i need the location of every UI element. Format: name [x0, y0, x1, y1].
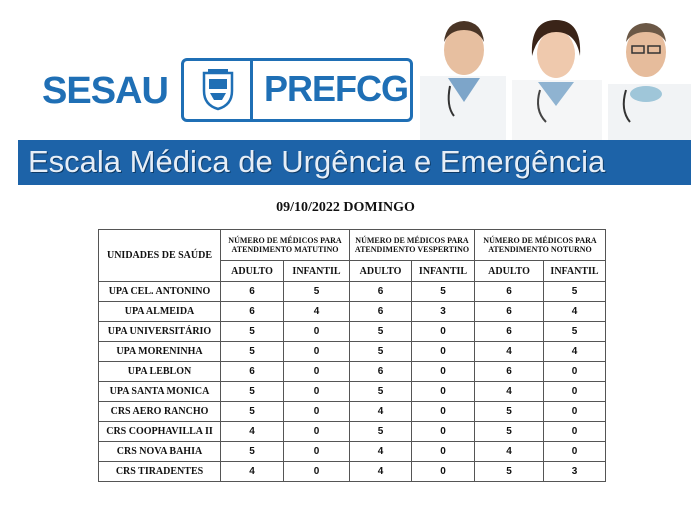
cell-value: 0: [284, 322, 350, 342]
title-banner: [18, 140, 691, 185]
cell-value: 0: [544, 362, 606, 382]
banner-title: Escala Médica de Urgência e Emergência: [28, 144, 606, 179]
cell-value: 4: [475, 382, 544, 402]
cell-value: 4: [350, 402, 412, 422]
group-header-morning: NÚMERO DE MÉDICOS PARA ATENDIMENTO MATUTINO: [221, 230, 350, 261]
cell-value: 6: [350, 302, 412, 322]
cell-value: 0: [284, 462, 350, 482]
cell-value: 0: [412, 402, 475, 422]
table-row: [99, 362, 606, 382]
cell-value: 0: [284, 442, 350, 462]
unit-column-header: UNIDADES DE SAÚDE: [99, 230, 221, 282]
cell-value: 6: [475, 302, 544, 322]
cell-value: 4: [284, 302, 350, 322]
cell-value: 6: [475, 362, 544, 382]
subheader-adult: ADULTO: [475, 261, 544, 282]
doctor-figure-right: [608, 23, 691, 140]
group-header-night: NÚMERO DE MÉDICOS PARA ATENDIMENTO NOTURNO: [475, 230, 606, 261]
cell-value: 0: [284, 422, 350, 442]
cell-value: 5: [544, 322, 606, 342]
cell-value: 5: [475, 462, 544, 482]
cell-value: 4: [475, 342, 544, 362]
cell-value: 0: [284, 402, 350, 422]
city-crest-icon: [198, 67, 238, 111]
cell-value: 5: [350, 322, 412, 342]
doctor-figure-left: [420, 21, 506, 140]
cell-value: 6: [475, 322, 544, 342]
unit-name: UPA SANTA MONICA: [99, 382, 221, 402]
unit-name: UPA LEBLON: [99, 362, 221, 382]
cell-value: 6: [350, 282, 412, 302]
table-row: [99, 402, 606, 422]
cell-value: 0: [544, 402, 606, 422]
cell-value: 4: [350, 462, 412, 482]
doctors-photo: [420, 6, 691, 140]
subheader-adult: ADULTO: [221, 261, 284, 282]
schedule-table: [98, 229, 606, 482]
cell-value: 0: [544, 442, 606, 462]
unit-name: UPA ALMEIDA: [99, 302, 221, 322]
table-row: [99, 462, 606, 482]
sesau-logo-text: SESAU: [42, 70, 168, 112]
table-row: [99, 322, 606, 342]
cell-value: 5: [350, 342, 412, 362]
cell-value: 5: [221, 402, 284, 422]
subheader-adult: ADULTO: [350, 261, 412, 282]
cell-value: 5: [221, 442, 284, 462]
cell-value: 0: [412, 462, 475, 482]
cell-value: 6: [221, 282, 284, 302]
cell-value: 6: [221, 302, 284, 322]
subheader-child: INFANTIL: [284, 261, 350, 282]
cell-value: 5: [284, 282, 350, 302]
cell-value: 3: [412, 302, 475, 322]
table-row: [99, 382, 606, 402]
unit-name: CRS TIRADENTES: [99, 462, 221, 482]
unit-name: CRS NOVA BAHIA: [99, 442, 221, 462]
cell-value: 0: [544, 422, 606, 442]
unit-name: UPA UNIVERSITÁRIO: [99, 322, 221, 342]
cell-value: 5: [221, 322, 284, 342]
cell-value: 3: [544, 462, 606, 482]
cell-value: 0: [412, 342, 475, 362]
schedule-date: 09/10/2022 DOMINGO: [276, 200, 415, 215]
prefcg-logo-text: PREFCG: [264, 68, 409, 109]
cell-value: 5: [544, 282, 606, 302]
cell-value: 5: [221, 382, 284, 402]
cell-value: 5: [475, 422, 544, 442]
table-row: [99, 442, 606, 462]
subheader-child: INFANTIL: [412, 261, 475, 282]
cell-value: 4: [475, 442, 544, 462]
cell-value: 6: [221, 362, 284, 382]
table-row: [99, 302, 606, 322]
cell-value: 4: [544, 342, 606, 362]
table-row: [99, 342, 606, 362]
cell-value: 0: [412, 442, 475, 462]
unit-name: CRS COOPHAVILLA II: [99, 422, 221, 442]
group-header-afternoon: NÚMERO DE MÉDICOS PARA ATENDIMENTO VESPERTINO: [350, 230, 475, 261]
cell-value: 5: [350, 382, 412, 402]
cell-value: 0: [284, 342, 350, 362]
cell-value: 0: [412, 382, 475, 402]
cell-value: 5: [412, 282, 475, 302]
cell-value: 4: [221, 462, 284, 482]
cell-value: 4: [544, 302, 606, 322]
cell-value: 5: [221, 342, 284, 362]
cell-value: 0: [412, 362, 475, 382]
cell-value: 6: [475, 282, 544, 302]
cell-value: 0: [412, 322, 475, 342]
cell-value: 0: [284, 382, 350, 402]
cell-value: 0: [412, 422, 475, 442]
cell-value: 0: [284, 362, 350, 382]
doctor-figure-middle: [512, 20, 602, 140]
cell-value: 5: [475, 402, 544, 422]
subheader-child: INFANTIL: [544, 261, 606, 282]
cell-value: 6: [350, 362, 412, 382]
unit-name: UPA MORENINHA: [99, 342, 221, 362]
header: [0, 0, 691, 140]
cell-value: 0: [544, 382, 606, 402]
prefcg-logo: [181, 58, 413, 122]
cell-value: 5: [350, 422, 412, 442]
table-row: [99, 422, 606, 442]
unit-name: CRS AERO RANCHO: [99, 402, 221, 422]
cell-value: 4: [350, 442, 412, 462]
logo-divider: [250, 61, 253, 119]
table-row: [99, 282, 606, 302]
unit-name: UPA CEL. ANTONINO: [99, 282, 221, 302]
cell-value: 4: [221, 422, 284, 442]
